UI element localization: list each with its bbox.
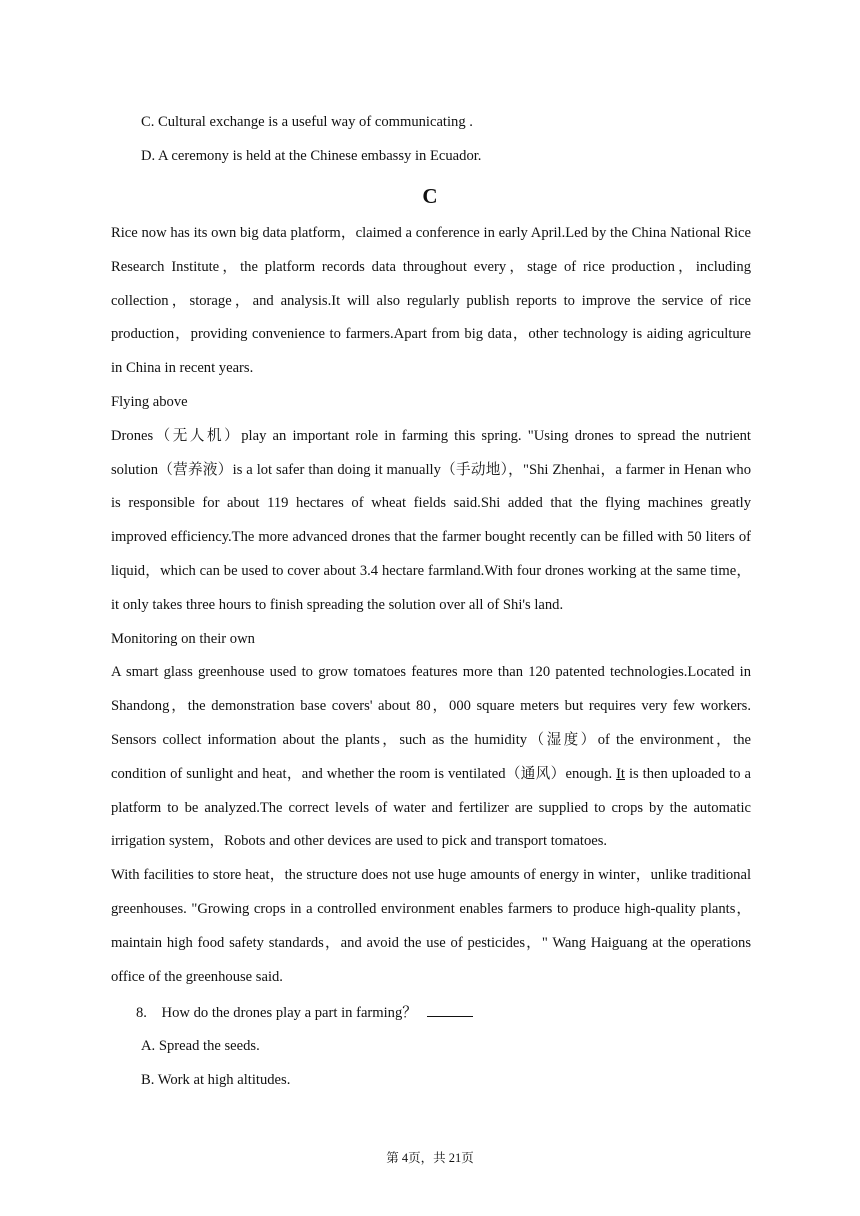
- underlined-word: It: [616, 765, 625, 782]
- passage-paragraph-4: With facilities to store heat，the structure does not use huge amounts of energy in winter，unlike traditional greenhouses. "Growing crops in a controlled environment enables farmers to produce high-quality plants，maintain high food safety standards，and avoid the use of pesticides，" Wang Haiguang at the operations office of the greenhouse said.: [111, 867, 751, 985]
- answer-blank: [427, 1002, 473, 1017]
- passage-paragraph-3: [111, 656, 751, 859]
- subheading-flying-above: Flying above: [111, 393, 188, 410]
- section-heading: C: [422, 184, 438, 208]
- question-option-a: A. Spread the seeds.: [141, 1038, 260, 1054]
- passage: [111, 217, 751, 994]
- passage-paragraph-2: Drones（无人机）play an important role in farming this spring. "Using drones to spread the nutrient solution（营养液）is a lot safer than doing it manually（手动地），"Shi Zhenhai，a farmer in Henan who is responsible for about 119 hectares of wheat fields said.Shi added that the flying machines greatly improved efficiency.The more advanced drones that the farmer bought recently can be filled with 50 liters of liquid，which can be used to cover about 3.4 hectare farmland.With four drones working at the same time，it only takes three hours to finish spreading the solution over all of Shi's land.: [111, 427, 751, 613]
- passage-paragraph-1: Rice now has its own big data platform，claimed a conference in early April.Led by the China National Rice Research Institute，the platform records data throughout every，stage of rice production，including collection，storage，and analysis.It will also regularly publish reports to improve the service of rice production，providing convenience to farmers.Apart from big data，other technology is aiding agriculture in China in recent years.: [111, 225, 751, 377]
- subheading-monitoring: Monitoring on their own: [111, 630, 255, 647]
- question-number: 8.: [136, 1005, 147, 1021]
- previous-option-c: C. Cultural exchange is a useful way of communicating .: [141, 114, 473, 130]
- paragraph-3-text-start: A smart glass greenhouse used to grow tomatoes features more than 120 patented technologies.Located in Shandong，the demonstration base covers' about 80，000 square meters but requires very few workers. Sensors collect information about the plants，such as the humidity（湿度）of the environment，the condition of sunlight and heat，and whether the room is ventilated（通风）enough.: [111, 664, 751, 782]
- paragraph-3-text-end: is then uploaded to a platform to be analyzed.The correct levels of water and fertilizer are supplied to crops by the automatic irrigation system，Robots and other devices are used to pick and transport tomatoes.: [111, 765, 751, 850]
- page-footer: 第 4页，共 21页: [386, 1151, 474, 1165]
- question-8: [136, 1002, 473, 1023]
- previous-option-d: D. A ceremony is held at the Chinese embassy in Ecuador.: [141, 148, 482, 164]
- question-text: How do the drones play a part in farming？: [161, 1005, 417, 1021]
- question-option-b: B. Work at high altitudes.: [141, 1072, 291, 1088]
